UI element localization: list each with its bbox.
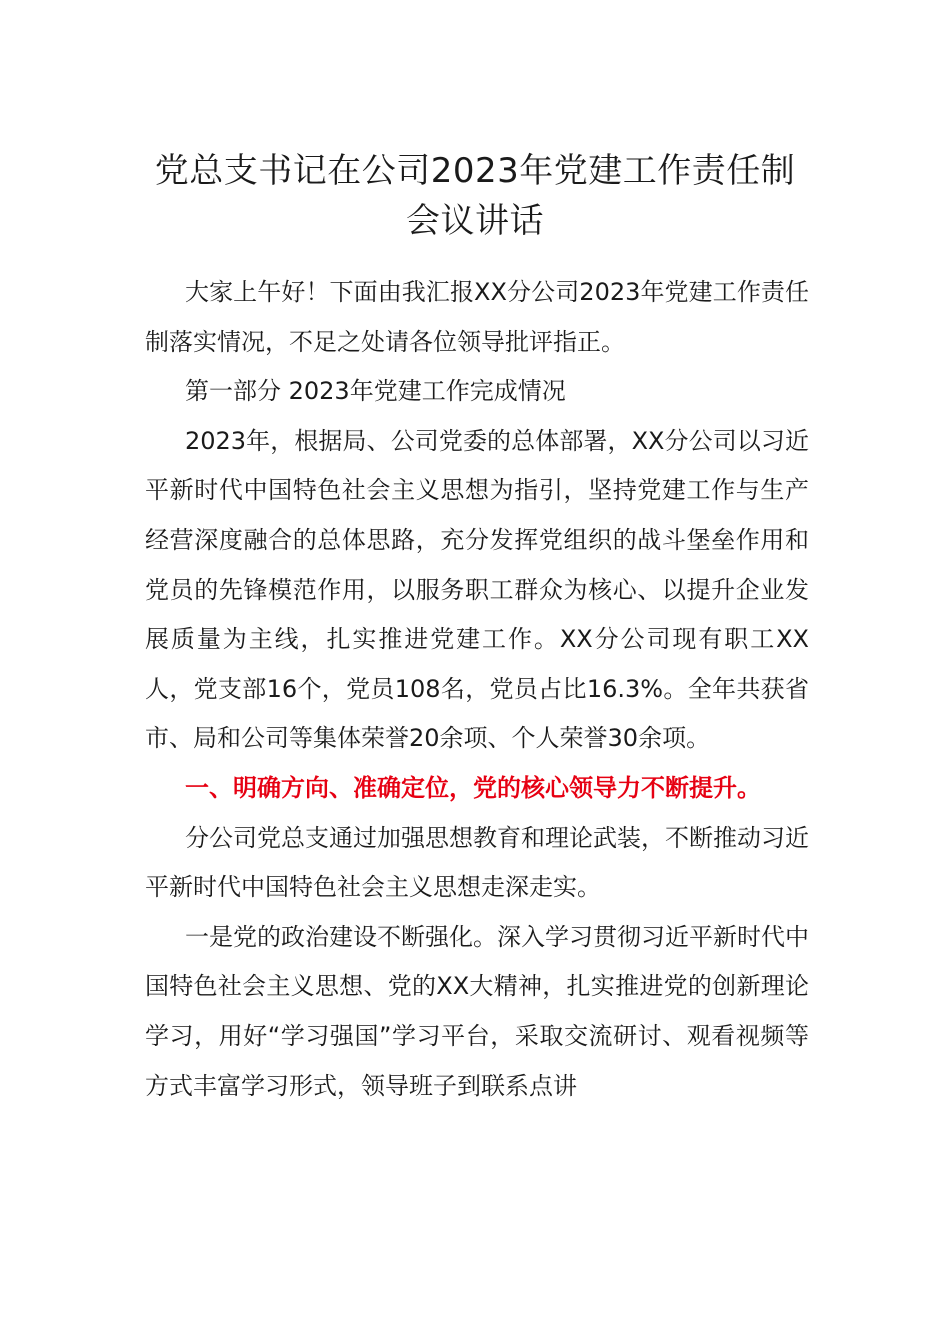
- paragraph-greeting: 大家上午好！下面由我汇报XX分公司2023年党建工作责任制落实情况，不足之处请各位领导批评指正。: [145, 278, 809, 356]
- section-heading-one: 一、明确方向、准确定位，党的核心领导力不断提升。: [185, 773, 761, 802]
- section-heading-part-one: 第一部分 2023年党建工作完成情况: [185, 377, 566, 406]
- paragraph-theory: 分公司党总支通过加强思想教育和理论武装，不断推动习近平新时代中国特色社会主义思想走深走实。: [145, 823, 809, 902]
- paragraph-overview: 2023年，根据局、公司党委的总体部署，XX分公司以习近平新时代中国特色社会主义思想为指引，坚持党建工作与生产经营深度融合的总体思路，充分发挥党组织的战斗堡垒作用和党员的先锋模范作用，以服务职工群众为核心、以提升企业发展质量为主线，扎实推进党建工作。XX分公司现有职工XX人，党支部16个，党员108名，党员占比16.3%。全年共获省市、局和公司等集体荣誉20余项、个人荣誉30余项。: [145, 426, 809, 753]
- document-title: 党总支书记在公司2023年党建工作责任制会议讲话: [154, 151, 796, 241]
- paragraph-political-building: 一是党的政治建设不断强化。深入学习贯彻习近平新时代中国特色社会主义思想、党的XX大精神，扎实推进党的创新理论学习，用好“学习强国”学习平台，采取交流研讨、观看视频等方式丰富学习形式，领导班子到联系点讲: [145, 922, 809, 1100]
- document-body: [145, 268, 809, 1111]
